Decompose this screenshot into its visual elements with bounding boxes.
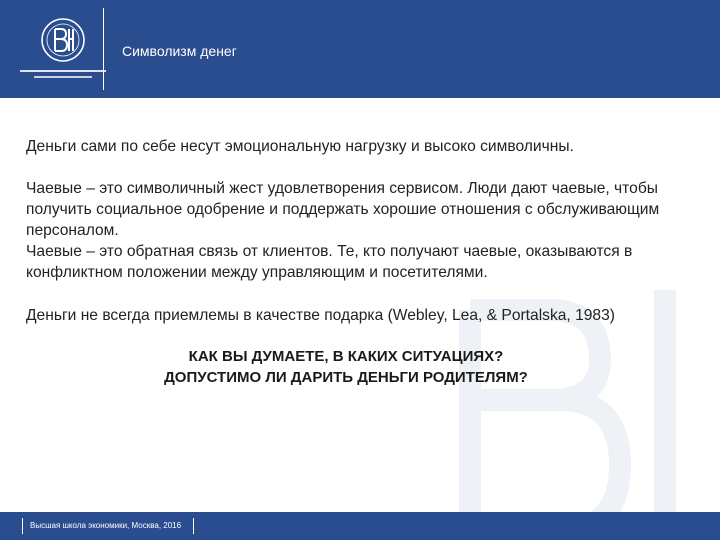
header-divider [103, 8, 104, 90]
hse-logo-icon [16, 12, 110, 92]
slide-body [26, 136, 666, 388]
paragraph-money-symbolic: Деньги сами по себе несут эмоциональную нагрузку и высоко символичны. [26, 138, 574, 155]
discussion-question [26, 346, 666, 388]
header-bar [0, 0, 720, 98]
question-line-2: ДОПУСТИМО ЛИ ДАРИТЬ ДЕНЬГИ РОДИТЕЛЯМ? [164, 369, 528, 386]
footer-text: Высшая школа экономики, Москва, 2016 [30, 521, 182, 530]
footer-bar [0, 512, 720, 540]
paragraph-money-gift: Деньги не всегда приемлемы в качестве подарка (Webley, Lea, & Portalska, 1983) [26, 307, 615, 324]
paragraph-tips-gesture: Чаевые – это символичный жест удовлетворения сервисом. Люди дают чаевые, чтобы получить социальное одобрение и поддержать хорошие отношения с обслуживающим персоналом. [26, 180, 660, 239]
page-title: Символизм денег [122, 43, 237, 59]
question-line-1: КАК ВЫ ДУМАЕТЕ, В КАКИХ СИТУАЦИЯХ? [188, 348, 504, 365]
paragraph-tips-feedback: Чаевые – это обратная связь от клиентов. Те, кто получают чаевые, оказываются в конфликтном положении между управляющим и посетителями. [26, 243, 633, 281]
